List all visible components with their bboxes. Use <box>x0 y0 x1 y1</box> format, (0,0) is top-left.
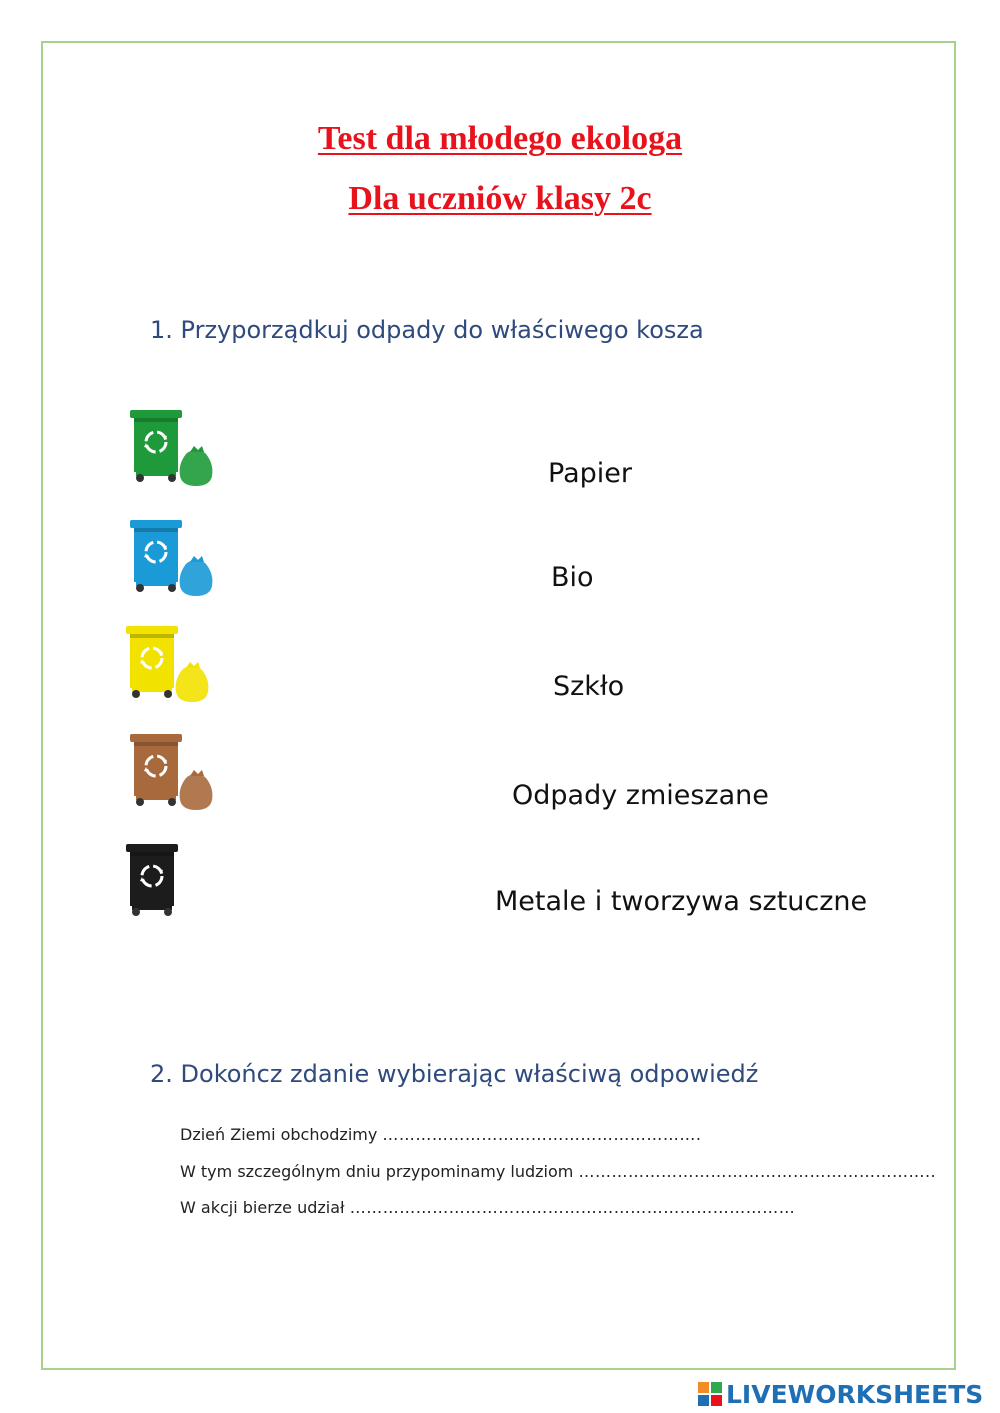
sentence-2-text: W tym szczególnym dniu przypominamy ludziom <box>180 1162 579 1181</box>
blue-recycling-bin-icon <box>124 512 224 602</box>
brown-recycling-bin-icon <box>124 726 224 816</box>
section2-heading: 2. Dokończ zdanie wybierając właściwą odpowiedź <box>150 1060 759 1088</box>
sentence-3-text: W akcji bierze udział <box>180 1198 350 1217</box>
yellow-recycling-bin-icon <box>120 618 220 708</box>
black-recycling-bin-icon <box>120 836 220 926</box>
label-papier[interactable]: Papier <box>548 458 632 489</box>
green-recycling-bin-icon <box>124 402 224 492</box>
liveworksheets-logo[interactable] <box>698 1379 983 1409</box>
sentence-2-blank[interactable]: ……………………………………………………….. <box>578 1162 937 1181</box>
liveworksheets-brand: LIVEWORKSHEETS <box>726 1379 984 1409</box>
label-odpady-zmieszane[interactable]: Odpady zmieszane <box>512 780 769 811</box>
title-line-2: Dla uczniów klasy 2c <box>348 180 652 217</box>
sentence-1-text: Dzień Ziemi obchodzimy <box>180 1125 383 1144</box>
sentence-2 <box>180 1162 936 1181</box>
sentence-3-blank[interactable]: ……………………………………………………………………… <box>349 1198 796 1217</box>
title-line-1: Test dla młodego ekologa <box>317 120 683 157</box>
liveworksheets-logo-icon <box>698 1382 722 1406</box>
sentence-1 <box>180 1125 702 1144</box>
label-metale-i-tworzywa[interactable]: Metale i tworzywa sztuczne <box>495 886 868 917</box>
section1-heading: 1. Przyporządkuj odpady do właściwego kosza <box>150 316 704 344</box>
sentence-3 <box>180 1198 795 1217</box>
label-bio[interactable]: Bio <box>551 562 594 593</box>
sentence-1-blank[interactable]: …………………………………………………. <box>382 1125 702 1144</box>
label-szklo[interactable]: Szkło <box>553 671 625 702</box>
